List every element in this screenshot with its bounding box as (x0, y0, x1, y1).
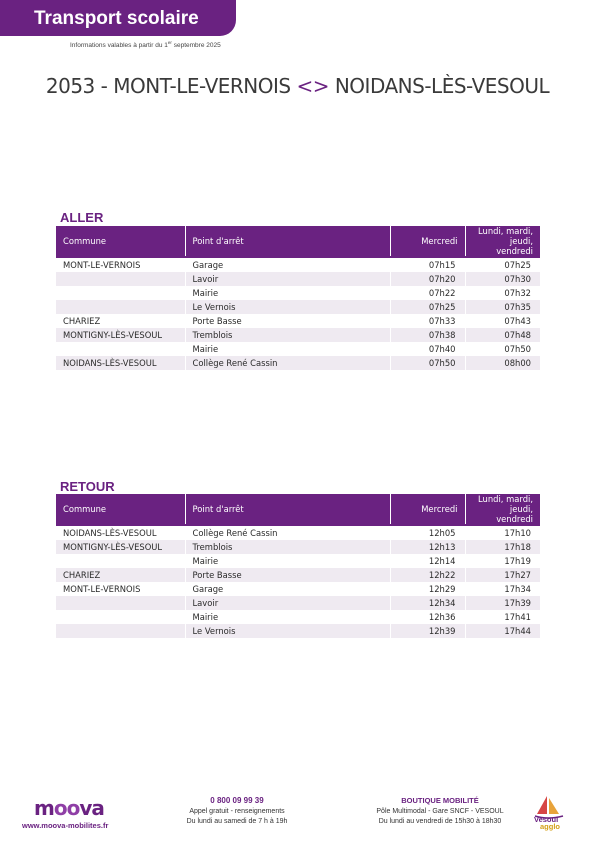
cell-wednesday: 07h25 (390, 300, 465, 314)
phone-number[interactable]: 0 800 09 99 39 (210, 796, 264, 805)
table-row (56, 540, 540, 554)
retour-table (56, 494, 540, 638)
cell-commune (56, 272, 185, 286)
table-row (56, 525, 540, 540)
cell-stop: Porte Basse (185, 314, 390, 328)
cell-commune (56, 610, 185, 624)
phone-info: Appel gratuit - renseignements (189, 808, 285, 815)
aller-label: ALLER (60, 210, 104, 225)
cell-stop: Le Vernois (185, 624, 390, 638)
vesoul-agglo-logo: Vesoul agglo (534, 815, 560, 831)
header-commune: Commune (56, 494, 185, 525)
cell-wednesday: 12h36 (390, 610, 465, 624)
header-stop: Point d'arrêt (185, 226, 390, 257)
table-row (56, 257, 540, 272)
table-row (56, 554, 540, 568)
cell-commune (56, 300, 185, 314)
cell-commune: MONT-LE-VERNOIS (56, 257, 185, 272)
cell-wednesday: 12h22 (390, 568, 465, 582)
table-row (56, 610, 540, 624)
cell-commune (56, 596, 185, 610)
cell-wednesday: 12h14 (390, 554, 465, 568)
cell-stop: Collège René Cassin (185, 525, 390, 540)
retour-label: RETOUR (60, 479, 115, 494)
aller-rows (56, 257, 540, 370)
table-row (56, 356, 540, 370)
cell-stop: Lavoir (185, 272, 390, 286)
cell-weekdays: 17h18 (465, 540, 540, 554)
route-title: 2053 - MONT-LE-VERNOIS <> NOIDANS-LÈS-VESOUL (45, 74, 550, 98)
table-row (56, 272, 540, 286)
cell-commune: CHARIEZ (56, 568, 185, 582)
cell-commune (56, 286, 185, 300)
shop-block (340, 796, 540, 825)
cell-commune (56, 624, 185, 638)
cell-stop: Lavoir (185, 596, 390, 610)
cell-wednesday: 07h40 (390, 342, 465, 356)
header-wednesday: Mercredi (390, 226, 465, 257)
cell-wednesday: 12h13 (390, 540, 465, 554)
cell-commune: MONTIGNY-LÈS-VESOUL (56, 540, 185, 554)
contact-block (170, 796, 304, 825)
cell-weekdays: 17h39 (465, 596, 540, 610)
cell-weekdays: 07h30 (465, 272, 540, 286)
cell-weekdays: 07h35 (465, 300, 540, 314)
cell-commune: CHARIEZ (56, 314, 185, 328)
table-row (56, 300, 540, 314)
page-title: Transport scolaire (34, 8, 199, 29)
cell-stop: Mairie (185, 554, 390, 568)
cell-weekdays: 17h44 (465, 624, 540, 638)
header-weekdays: Lundi, mardi, jeudi, vendredi (465, 226, 540, 257)
cell-wednesday: 07h15 (390, 257, 465, 272)
shop-address: Pôle Multimodal - Gare SNCF - VESOUL (376, 808, 504, 815)
cell-stop: Tremblois (185, 540, 390, 554)
retour-rows (56, 525, 540, 638)
cell-wednesday: 07h20 (390, 272, 465, 286)
cell-wednesday: 12h05 (390, 525, 465, 540)
header-commune: Commune (56, 226, 185, 257)
cell-stop: Mairie (185, 610, 390, 624)
cell-wednesday: 12h34 (390, 596, 465, 610)
cell-weekdays: 17h10 (465, 525, 540, 540)
table-row (56, 286, 540, 300)
header-weekdays: Lundi, mardi, jeudi, vendredi (465, 494, 540, 525)
cell-commune (56, 554, 185, 568)
cell-stop: Mairie (185, 286, 390, 300)
cell-weekdays: 17h27 (465, 568, 540, 582)
cell-wednesday: 07h50 (390, 356, 465, 370)
validity-note: Informations valables à partir du 1er septembre 2025 (70, 40, 221, 50)
phone-hours: Du lundi au samedi de 7 h à 19h (186, 818, 288, 825)
route-separator: <> (296, 74, 329, 98)
cell-commune (56, 342, 185, 356)
cell-stop: Porte Basse (185, 568, 390, 582)
table-row (56, 624, 540, 638)
cell-wednesday: 07h22 (390, 286, 465, 300)
cell-commune: MONTIGNY-LÈS-VESOUL (56, 328, 185, 342)
cell-weekdays: 07h32 (504, 288, 531, 298)
cell-weekdays: 07h43 (504, 316, 531, 326)
cell-stop: Mairie (185, 342, 390, 356)
moova-logo: moova (34, 796, 104, 820)
cell-wednesday: 07h33 (390, 314, 465, 328)
cell-wednesday: 12h29 (390, 582, 465, 596)
table-row (56, 582, 540, 596)
cell-commune: NOIDANS-LÈS-VESOUL (56, 525, 185, 540)
table-row (56, 342, 540, 356)
shop-title: BOUTIQUE MOBILITÉ (401, 796, 479, 805)
cell-wednesday: 12h39 (390, 624, 465, 638)
cell-commune: MONT-LE-VERNOIS (56, 582, 185, 596)
cell-weekdays: 08h00 (465, 356, 540, 370)
cell-weekdays: 07h50 (504, 344, 531, 354)
cell-weekdays: 17h41 (504, 612, 531, 622)
cell-stop: Collège René Cassin (185, 356, 390, 370)
cell-stop: Garage (185, 582, 390, 596)
footer (0, 790, 595, 842)
cell-wednesday: 07h38 (390, 328, 465, 342)
cell-commune: NOIDANS-LÈS-VESOUL (56, 356, 185, 370)
table-header-row (56, 226, 540, 257)
table-row (56, 314, 540, 328)
cell-weekdays: 07h48 (465, 328, 540, 342)
shop-hours: Du lundi au vendredi de 15h30 à 18h30 (378, 818, 502, 825)
cell-stop: Garage (185, 257, 390, 272)
table-row (56, 328, 540, 342)
cell-stop: Le Vernois (185, 300, 390, 314)
website-link[interactable]: www.moova-mobilites.fr (22, 821, 109, 830)
aller-table (56, 226, 540, 370)
table-row (56, 568, 540, 582)
cell-weekdays: 17h34 (504, 584, 531, 594)
header-wednesday: Mercredi (390, 494, 465, 525)
cell-weekdays: 17h19 (504, 556, 531, 566)
cell-stop: Tremblois (185, 328, 390, 342)
header-stop: Point d'arrêt (185, 494, 390, 525)
cell-weekdays: 07h25 (465, 257, 540, 272)
table-header-row (56, 494, 540, 525)
table-row (56, 596, 540, 610)
